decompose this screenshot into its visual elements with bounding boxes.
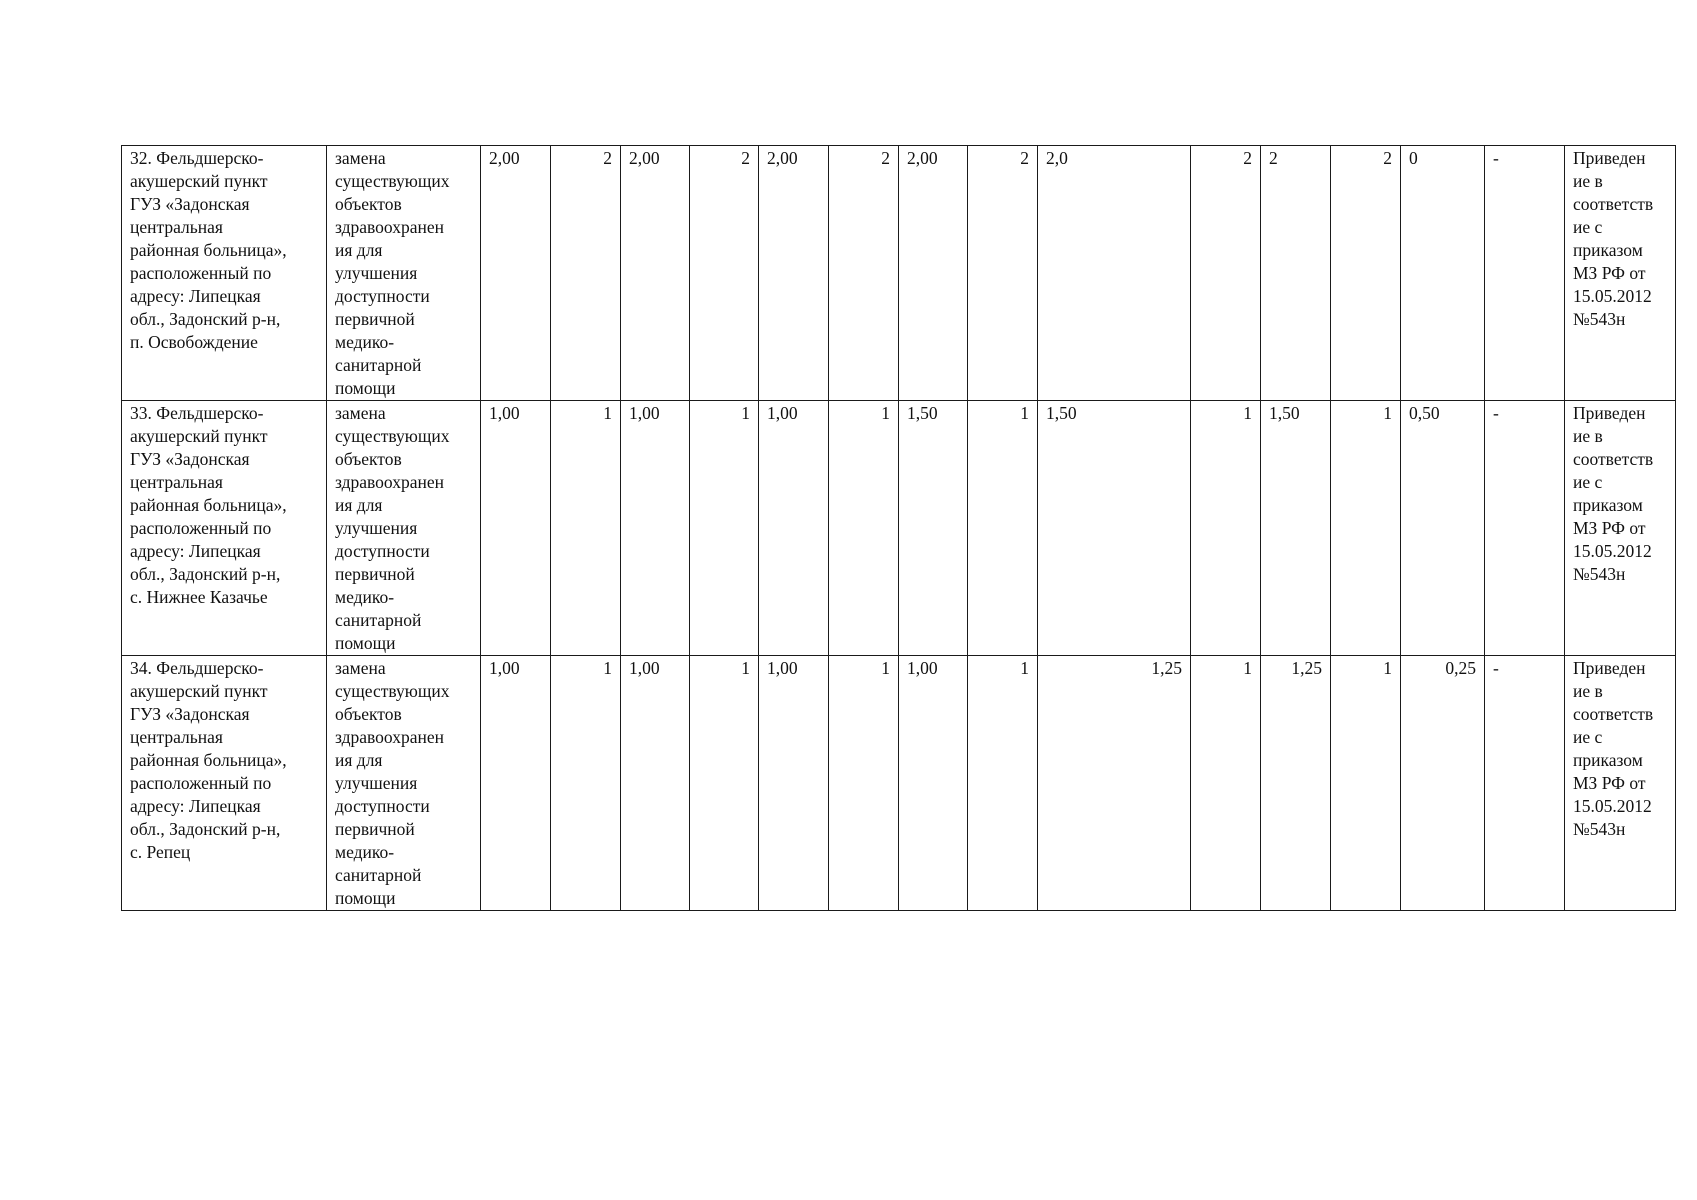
count-cell: 2	[829, 146, 899, 401]
count-cell: 1	[690, 656, 759, 911]
difference-cell: 0	[1401, 146, 1485, 401]
table-row	[122, 401, 1676, 656]
count-cell: 1	[551, 401, 621, 656]
value-cell: 1,00	[621, 656, 690, 911]
value-cell: 1,00	[621, 401, 690, 656]
count-cell: 2	[690, 146, 759, 401]
facility-name-cell: 32. Фельдшерско- акушерский пункт ГУЗ «Задонская центральная районная больница», расположенный по адресу: Липецкая обл., Задонский р-н, п. Освобождение	[122, 146, 327, 401]
difference-cell: 0,25	[1401, 656, 1485, 911]
count-cell: 2	[1191, 146, 1261, 401]
value-cell: 2,00	[759, 146, 829, 401]
purpose-cell: замена существующих объектов здравоохранен ия для улучшения доступности первичной медико- санитарной помощи	[327, 146, 481, 401]
count-cell: 1	[968, 656, 1038, 911]
count-cell: 1	[968, 401, 1038, 656]
count-cell: 1	[690, 401, 759, 656]
difference-cell: 0,50	[1401, 401, 1485, 656]
value-cell: 1,00	[481, 656, 551, 911]
value-cell: 1,00	[899, 656, 968, 911]
purpose-cell: замена существующих объектов здравоохранен ия для улучшения доступности первичной медико- санитарной помощи	[327, 401, 481, 656]
purpose-cell: замена существующих объектов здравоохранен ия для улучшения доступности первичной медико- санитарной помощи	[327, 656, 481, 911]
count-cell: 1	[1331, 401, 1401, 656]
value-cell: 1,00	[481, 401, 551, 656]
note-cell: Приведен ие в соответств ие с приказом МЗ РФ от 15.05.2012 №543н	[1565, 146, 1676, 401]
value-cell: 1,00	[759, 656, 829, 911]
value-cell: 1,50	[1261, 401, 1331, 656]
dash-cell: -	[1485, 656, 1565, 911]
count-cell: 1	[829, 401, 899, 656]
dash-cell: -	[1485, 146, 1565, 401]
value-cell: 2	[1261, 146, 1331, 401]
value-cell: 1,50	[899, 401, 968, 656]
facility-name-cell: 34. Фельдшерско- акушерский пункт ГУЗ «Задонская центральная районная больница», расположенный по адресу: Липецкая обл., Задонский р-н, с. Репец	[122, 656, 327, 911]
table-row	[122, 656, 1676, 911]
facility-name-cell: 33. Фельдшерско- акушерский пункт ГУЗ «Задонская центральная районная больница», расположенный по адресу: Липецкая обл., Задонский р-н, с. Нижнее Казачье	[122, 401, 327, 656]
value-cell: 2,0	[1038, 146, 1191, 401]
note-cell: Приведен ие в соответств ие с приказом МЗ РФ от 15.05.2012 №543н	[1565, 401, 1676, 656]
value-cell: 2,00	[481, 146, 551, 401]
count-cell: 2	[968, 146, 1038, 401]
value-cell: 1,25	[1261, 656, 1331, 911]
facilities-table	[121, 145, 1676, 911]
dash-cell: -	[1485, 401, 1565, 656]
value-cell: 2,00	[621, 146, 690, 401]
count-cell: 2	[1331, 146, 1401, 401]
count-cell: 2	[551, 146, 621, 401]
value-cell: 2,00	[899, 146, 968, 401]
note-cell: Приведен ие в соответств ие с приказом МЗ РФ от 15.05.2012 №543н	[1565, 656, 1676, 911]
value-cell: 1,25	[1038, 656, 1191, 911]
value-cell: 1,50	[1038, 401, 1191, 656]
value-cell: 1,00	[759, 401, 829, 656]
count-cell: 1	[1191, 401, 1261, 656]
count-cell: 1	[829, 656, 899, 911]
count-cell: 1	[551, 656, 621, 911]
count-cell: 1	[1331, 656, 1401, 911]
table-row	[122, 146, 1676, 401]
count-cell: 1	[1191, 656, 1261, 911]
